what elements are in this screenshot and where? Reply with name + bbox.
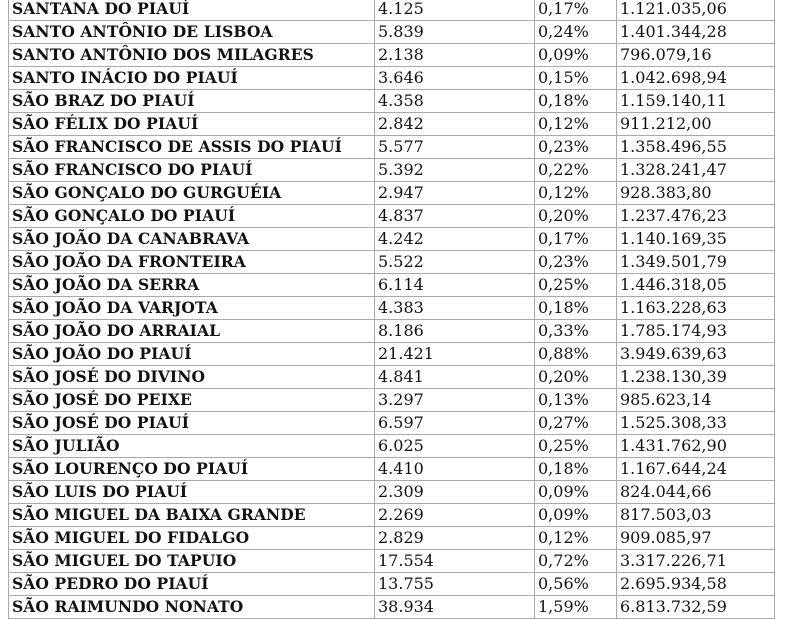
population-cell: 2.269: [375, 504, 535, 527]
amount-cell: 1.121.035,06: [617, 0, 775, 21]
table-row: [9, 297, 775, 320]
municipality-name-cell: SÃO FRANCISCO DE ASSIS DO PIAUÍ: [9, 136, 375, 159]
percentage-cell: 0,24%: [535, 21, 617, 44]
municipality-name-cell: SÃO JOÃO DA CANABRAVA: [9, 228, 375, 251]
percentage-cell: 0,88%: [535, 343, 617, 366]
table-row: [9, 0, 775, 21]
table-row: [9, 113, 775, 136]
percentage-cell: 0,23%: [535, 251, 617, 274]
population-cell: 8.186: [375, 320, 535, 343]
table-row: [9, 251, 775, 274]
percentage-cell: 0,56%: [535, 573, 617, 596]
amount-cell: 985.623,14: [617, 389, 775, 412]
municipality-name-cell: SÃO JOSÉ DO PIAUÍ: [9, 412, 375, 435]
amount-cell: 3.949.639,63: [617, 343, 775, 366]
table-row: [9, 527, 775, 550]
percentage-cell: 0,27%: [535, 412, 617, 435]
percentage-cell: 0,20%: [535, 366, 617, 389]
table-row: [9, 481, 775, 504]
population-cell: 4.410: [375, 458, 535, 481]
table-row: [9, 228, 775, 251]
table-row: [9, 573, 775, 596]
municipality-name-cell: SÃO JOÃO DA SERRA: [9, 274, 375, 297]
table-body: [9, 0, 775, 619]
amount-cell: 928.383,80: [617, 182, 775, 205]
amount-cell: 1.163.228,63: [617, 297, 775, 320]
population-cell: 4.841: [375, 366, 535, 389]
percentage-cell: 0,15%: [535, 67, 617, 90]
municipality-name-cell: SÃO JOÃO DA VARJOTA: [9, 297, 375, 320]
table-row: [9, 343, 775, 366]
municipality-name-cell: SÃO GONÇALO DO GURGUÉIA: [9, 182, 375, 205]
municipality-name-cell: SÃO MIGUEL DA BAIXA GRANDE: [9, 504, 375, 527]
table-row: [9, 159, 775, 182]
amount-cell: 796.079,16: [617, 44, 775, 67]
population-cell: 2.829: [375, 527, 535, 550]
table-row: [9, 550, 775, 573]
municipality-name-cell: SÃO FÉLIX DO PIAUÍ: [9, 113, 375, 136]
amount-cell: 6.813.732,59: [617, 596, 775, 619]
population-cell: 6.597: [375, 412, 535, 435]
municipality-name-cell: SÃO MIGUEL DO FIDALGO: [9, 527, 375, 550]
percentage-cell: 0,09%: [535, 44, 617, 67]
percentage-cell: 0,33%: [535, 320, 617, 343]
population-cell: 13.755: [375, 573, 535, 596]
municipality-name-cell: SÃO JOÃO DA FRONTEIRA: [9, 251, 375, 274]
amount-cell: 1.167.644,24: [617, 458, 775, 481]
percentage-cell: 0,13%: [535, 389, 617, 412]
amount-cell: 1.358.496,55: [617, 136, 775, 159]
municipality-name-cell: SANTO ANTÔNIO DE LISBOA: [9, 21, 375, 44]
table-row: [9, 205, 775, 228]
amount-cell: 1.785.174,93: [617, 320, 775, 343]
municipality-name-cell: SANTO INÁCIO DO PIAUÍ: [9, 67, 375, 90]
population-cell: 2.309: [375, 481, 535, 504]
table-row: [9, 596, 775, 619]
percentage-cell: 0,18%: [535, 90, 617, 113]
percentage-cell: 0,22%: [535, 159, 617, 182]
percentage-cell: 0,23%: [535, 136, 617, 159]
municipality-name-cell: SANTANA DO PIAUÍ: [9, 0, 375, 21]
table-row: [9, 458, 775, 481]
percentage-cell: 0,12%: [535, 113, 617, 136]
population-cell: 6.025: [375, 435, 535, 458]
table-row: [9, 320, 775, 343]
municipality-name-cell: SÃO BRAZ DO PIAUÍ: [9, 90, 375, 113]
percentage-cell: 1,59%: [535, 596, 617, 619]
population-cell: 3.297: [375, 389, 535, 412]
percentage-cell: 0,09%: [535, 481, 617, 504]
population-cell: 4.383: [375, 297, 535, 320]
population-cell: 4.125: [375, 0, 535, 21]
table-row: [9, 21, 775, 44]
percentage-cell: 0,72%: [535, 550, 617, 573]
municipality-name-cell: SÃO MIGUEL DO TAPUIO: [9, 550, 375, 573]
population-cell: 6.114: [375, 274, 535, 297]
municipality-name-cell: SÃO JULIÃO: [9, 435, 375, 458]
amount-cell: 1.042.698,94: [617, 67, 775, 90]
municipality-name-cell: SÃO LOURENÇO DO PIAUÍ: [9, 458, 375, 481]
percentage-cell: 0,20%: [535, 205, 617, 228]
table-row: [9, 504, 775, 527]
municipality-table: [8, 0, 775, 619]
table-row: [9, 435, 775, 458]
table-row: [9, 44, 775, 67]
amount-cell: 1.237.476,23: [617, 205, 775, 228]
percentage-cell: 0,12%: [535, 527, 617, 550]
municipality-name-cell: SÃO FRANCISCO DO PIAUÍ: [9, 159, 375, 182]
population-cell: 2.138: [375, 44, 535, 67]
amount-cell: 1.525.308,33: [617, 412, 775, 435]
amount-cell: 1.140.169,35: [617, 228, 775, 251]
table-row: [9, 136, 775, 159]
amount-cell: 911.212,00: [617, 113, 775, 136]
municipality-name-cell: SÃO GONÇALO DO PIAUÍ: [9, 205, 375, 228]
table-row: [9, 274, 775, 297]
population-cell: 21.421: [375, 343, 535, 366]
amount-cell: 1.401.344,28: [617, 21, 775, 44]
population-cell: 5.392: [375, 159, 535, 182]
amount-cell: 1.446.318,05: [617, 274, 775, 297]
population-cell: 3.646: [375, 67, 535, 90]
table-row: [9, 366, 775, 389]
amount-cell: 1.349.501,79: [617, 251, 775, 274]
municipality-name-cell: SANTO ANTÔNIO DOS MILAGRES: [9, 44, 375, 67]
percentage-cell: 0,12%: [535, 182, 617, 205]
percentage-cell: 0,09%: [535, 504, 617, 527]
amount-cell: 1.431.762,90: [617, 435, 775, 458]
municipality-name-cell: SÃO LUIS DO PIAUÍ: [9, 481, 375, 504]
percentage-cell: 0,25%: [535, 274, 617, 297]
municipality-name-cell: SÃO PEDRO DO PIAUÍ: [9, 573, 375, 596]
table-row: [9, 90, 775, 113]
population-cell: 5.522: [375, 251, 535, 274]
municipality-name-cell: SÃO JOÃO DO PIAUÍ: [9, 343, 375, 366]
amount-cell: 824.044,66: [617, 481, 775, 504]
population-cell: 2.947: [375, 182, 535, 205]
municipality-name-cell: SÃO JOSÉ DO DIVINO: [9, 366, 375, 389]
population-cell: 5.577: [375, 136, 535, 159]
percentage-cell: 0,18%: [535, 458, 617, 481]
population-cell: 17.554: [375, 550, 535, 573]
amount-cell: 817.503,03: [617, 504, 775, 527]
table-row: [9, 182, 775, 205]
amount-cell: 1.328.241,47: [617, 159, 775, 182]
municipality-name-cell: SÃO JOÃO DO ARRAIAL: [9, 320, 375, 343]
population-cell: 4.358: [375, 90, 535, 113]
percentage-cell: 0,17%: [535, 0, 617, 21]
population-cell: 2.842: [375, 113, 535, 136]
municipality-name-cell: SÃO RAIMUNDO NONATO: [9, 596, 375, 619]
percentage-cell: 0,17%: [535, 228, 617, 251]
amount-cell: 3.317.226,71: [617, 550, 775, 573]
population-cell: 4.242: [375, 228, 535, 251]
municipality-name-cell: SÃO JOSÉ DO PEIXE: [9, 389, 375, 412]
percentage-cell: 0,25%: [535, 435, 617, 458]
table-row: [9, 389, 775, 412]
table-row: [9, 412, 775, 435]
population-cell: 5.839: [375, 21, 535, 44]
percentage-cell: 0,18%: [535, 297, 617, 320]
amount-cell: 909.085,97: [617, 527, 775, 550]
table-row: [9, 67, 775, 90]
population-cell: 38.934: [375, 596, 535, 619]
population-cell: 4.837: [375, 205, 535, 228]
document-page: [8, 0, 774, 619]
amount-cell: 2.695.934,58: [617, 573, 775, 596]
amount-cell: 1.159.140,11: [617, 90, 775, 113]
amount-cell: 1.238.130,39: [617, 366, 775, 389]
